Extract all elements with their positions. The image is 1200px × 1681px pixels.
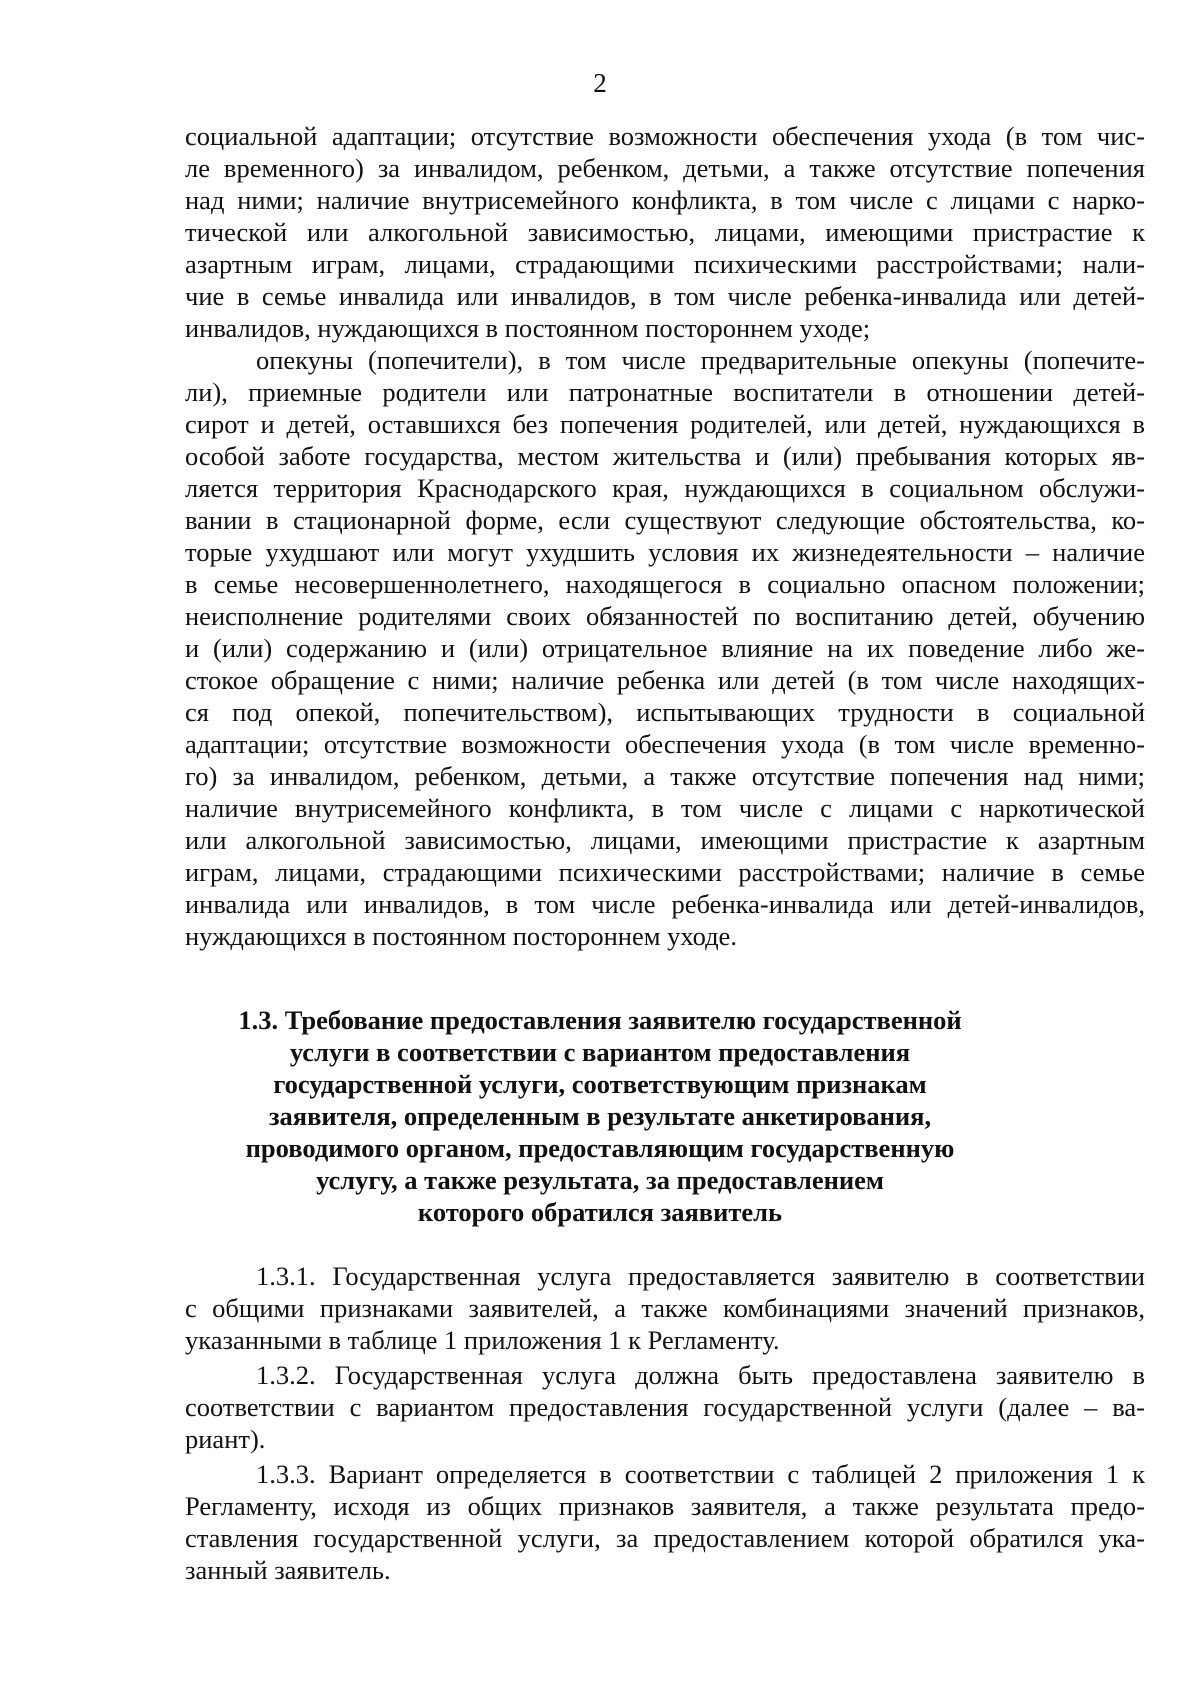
- text-line: указанными в таблице 1 приложения 1 к Регламенту.: [185, 1325, 780, 1355]
- text-line: Регламенту, исходя из общих признаков заявителя, а также результата предо-: [185, 1491, 1145, 1521]
- text-line: тической или алкогольной зависимостью, лицами, имеющими пристрастие к: [185, 217, 1145, 247]
- text-line: 1.3.1. Государственная услуга предоставляется заявителю в соответствии: [256, 1261, 1145, 1291]
- text-line: над ними; наличие внутрисемейного конфликта, в том числе с лицами с нарко-: [185, 185, 1145, 215]
- text-line: занный заявитель.: [185, 1555, 391, 1585]
- text-line: ся под опекой, попечительством), испытывающих трудности в социальной: [185, 697, 1145, 727]
- heading-line: государственной услуги, соответствующим признакам: [273, 1069, 927, 1099]
- text-line: ле временного) за инвалидом, ребенком, детьми, а также отсутствие попечения: [185, 153, 1145, 183]
- heading-line: 1.3. Требование предоставления заявителю государственной: [238, 1005, 962, 1035]
- text-line: опекуны (попечители), в том числе предварительные опекуны (попечите-: [256, 345, 1145, 375]
- heading-line: услуги в соответствии с вариантом предоставления: [289, 1037, 911, 1067]
- text-line: играм, лицами, страдающими психическими расстройствами; наличие в семье: [185, 857, 1145, 887]
- text-line: с общими признаками заявителей, а также комбинациями значений признаков,: [185, 1293, 1145, 1323]
- text-line: соответствии с вариантом предоставления государственной услуги (далее – ва-: [185, 1392, 1145, 1422]
- text-line: чие в семье инвалида или инвалидов, в том числе ребенка-инвалида или детей-: [185, 281, 1145, 311]
- text-line: наличие внутрисемейного конфликта, в том числе с лицами с наркотической: [185, 793, 1145, 823]
- text-line: нуждающихся в постоянном постороннем уходе.: [185, 921, 737, 951]
- heading-line: проводимого органом, предоставляющим государственную: [245, 1133, 955, 1163]
- text-line: неисполнение родителями своих обязанностей по воспитанию детей, обучению: [185, 601, 1145, 631]
- text-line: 1.3.3. Вариант определяется в соответствии с таблицей 2 приложения 1 к: [256, 1459, 1145, 1489]
- text-line: стокое обращение с ними; наличие ребенка или детей (в том числе находящих-: [185, 665, 1145, 695]
- text-line: азартным играм, лицами, страдающими психическими расстройствами; нали-: [185, 249, 1145, 279]
- text-line: торые ухудшают или могут ухудшить условия их жизнедеятельности – наличие: [185, 537, 1145, 567]
- heading-line: заявителя, определенным в результате анкетирования,: [268, 1101, 932, 1131]
- text-line: в семье несовершеннолетнего, находящегося в социально опасном положении;: [185, 569, 1145, 599]
- text-line: инвалида или инвалидов, в том числе ребенка-инвалида или детей-инвалидов,: [185, 889, 1145, 919]
- text-line: го) за инвалидом, ребенком, детьми, а также отсутствие попечения над ними;: [185, 761, 1145, 791]
- text-line: или алкогольной зависимостью, лицами, имеющими пристрастие к азартным: [185, 825, 1145, 855]
- text-line: особой заботе государства, местом жительства и (или) пребывания которых яв-: [185, 441, 1145, 471]
- text-line: ляется территория Краснодарского края, нуждающихся в социальном обслужи-: [185, 473, 1145, 503]
- text-line: риант).: [185, 1424, 266, 1454]
- text-line: вании в стационарной форме, если существуют следующие обстоятельства, ко-: [185, 505, 1145, 535]
- text-line: ли), приемные родители или патронатные воспитатели в отношении детей-: [185, 377, 1145, 407]
- text-line: адаптации; отсутствие возможности обеспечения ухода (в том числе временно-: [185, 729, 1145, 759]
- text-line: социальной адаптации; отсутствие возможности обеспечения ухода (в том чис-: [185, 121, 1145, 151]
- text-line: 1.3.2. Государственная услуга должна быть предоставлена заявителю в: [256, 1360, 1145, 1390]
- heading-line: услугу, а также результата, за предоставлением: [316, 1165, 884, 1195]
- text-line: ставления государственной услуги, за предоставлением которой обратился ука-: [185, 1523, 1145, 1553]
- heading-line: которого обратился заявитель: [417, 1197, 783, 1227]
- text-line: и (или) содержанию и (или) отрицательное влияние на их поведение либо же-: [185, 633, 1145, 663]
- text-line: сирот и детей, оставшихся без попечения родителей, или детей, нуждающихся в: [185, 409, 1145, 439]
- text-line: инвалидов, нуждающихся в постоянном постороннем уходе;: [185, 313, 871, 343]
- page-number: 2: [593, 68, 607, 98]
